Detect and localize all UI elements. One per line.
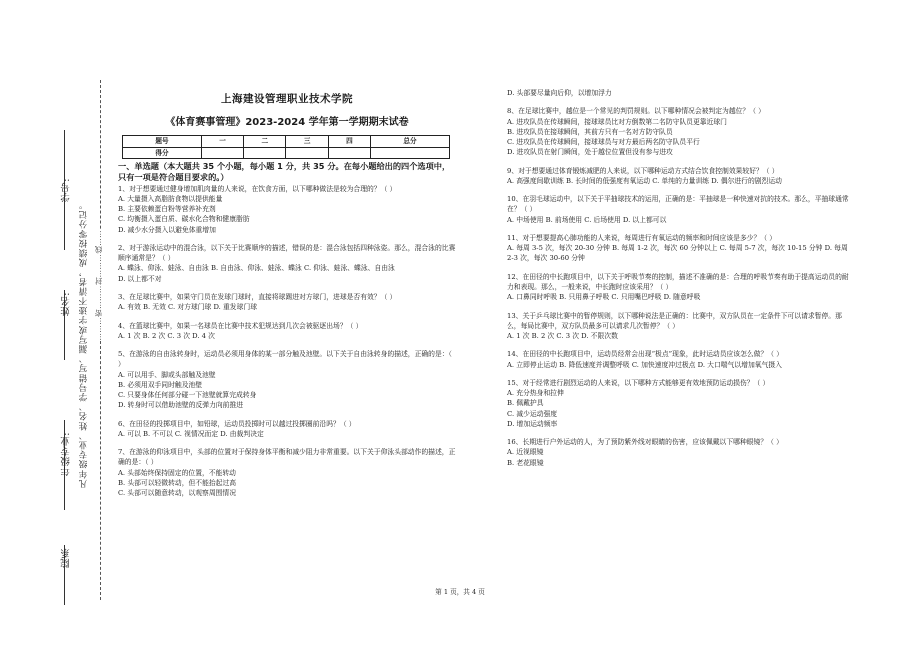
- question-item: [118, 292, 456, 312]
- score-table: [122, 135, 450, 158]
- question-option: D. 进攻队员在射门瞬间，处于越位位置但没有参与进攻: [507, 148, 673, 157]
- question-option: A. 有效 B. 无效 C. 对方球门球 D. 重发球门球: [118, 303, 257, 312]
- question-option: C. 进攻队员在传球瞬间，接球球员与对方最后两名防守队员平行: [507, 138, 700, 146]
- score-header-cell: 题号: [123, 136, 202, 147]
- question-item: [118, 184, 456, 235]
- score-table-header-row: [123, 136, 450, 147]
- score-header-cell: 二: [244, 136, 286, 147]
- question-item: [507, 194, 852, 225]
- question-option: B. 必须用双手同时触及池壁: [118, 380, 203, 389]
- question-option: C. 均衡摄入蛋白质、碳水化合物和健康脂肪: [118, 215, 250, 224]
- question-item: [507, 349, 852, 369]
- question-option: A. 立即停止运动 B. 降低速度并调整呼吸 C. 加快速度冲过极点 D. 大口喘气以增加氧气摄入: [507, 360, 782, 369]
- question-option: C. 头部可以随意转动，以观察周围情况: [118, 489, 237, 498]
- question-item: [118, 243, 456, 284]
- page-footer: 第 1 页，共 4 页: [435, 588, 485, 596]
- question-item: [507, 272, 852, 303]
- right-question-list: [507, 106, 852, 467]
- section-title: 一、单选题（本大题共 35 个小题，每小题 1 分，共 35 分。在每小题给出的四个选项中，只有一项是符合题目要求的。）: [118, 160, 451, 182]
- question-option: A. 近视眼镜: [507, 448, 544, 457]
- question-option: A. 高强度间歇训练 B. 长时间的低强度有氧运动 C. 单纯的力量训练 D. 偶尔进行的剧烈运动: [507, 176, 782, 185]
- question-stem: 12、在田径的中长跑项目中，以下关于呼吸节奏的控制，描述不准确的是：合理的呼吸节奏有助于提高运动员的耐力和表现。那么，一般来说，中长跑时应该采用？（ ）: [507, 272, 849, 291]
- question-option: A. 头部始终保持固定的位置，不能转动: [118, 468, 236, 477]
- notice-text: 凡年级专业、姓名、学号错写、漏写或字迹不清者，成绩按零分记。: [79, 200, 89, 488]
- question-option: B. 主要依赖蛋白粉等营养补充剂: [118, 205, 216, 214]
- question-item: [507, 378, 852, 429]
- question-option: D. 减少水分摄入以避免体重增加: [118, 225, 216, 234]
- question-item: [507, 166, 852, 186]
- question-option: D. 增加运动频率: [507, 419, 558, 428]
- score-header-cell: 四: [328, 136, 370, 147]
- seal-line-text: ………密………封………线……: [94, 230, 103, 341]
- question-item: [118, 349, 456, 410]
- question-stem: 16、长期进行户外运动的人，为了预防紫外线对眼睛的伤害，应该佩戴以下哪种眼镜？（ ）: [507, 438, 783, 447]
- score-header-cell: 三: [286, 136, 328, 147]
- student-id-label: 学号:: [61, 178, 72, 202]
- question-option: B. 佩戴护具: [507, 399, 544, 408]
- question-stem: 6、在田径的投掷项目中，如铅球，运动员投掷时可以越过投掷圈前沿吗？（ ）: [118, 419, 356, 428]
- question-stem: 3、在足球比赛中，如果守门员在发球门球时，直接将球踢进对方球门，进球是否有效？（ ）: [118, 293, 397, 302]
- question-stem: 8、在足球比赛中，越位是一个常见的判罚规则。以下哪种情况会被判定为越位？（ ）: [507, 107, 765, 116]
- question-option: A. 大量摄入高脂肪食物以提供能量: [118, 195, 223, 204]
- question-option: A. 蝶泳、仰泳、蛙泳、自由泳 B. 自由泳、仰泳、蛙泳、蝶泳 C. 仰泳、蛙泳、蝶泳、自由泳: [118, 264, 395, 273]
- question-item: [118, 419, 456, 439]
- question-option: D. 头部要尽量向后仰，以增加浮力: [507, 89, 612, 97]
- question-stem: 11、对于想要提高心肺功能的人来说，每周进行有氧运动的频率和时间应该是多少？（ ）: [507, 233, 777, 242]
- question-stem: 1、对于想要通过健身增加肌肉量的人来说，在饮食方面，以下哪种做法是较为合理的？（ ）: [118, 184, 397, 193]
- score-header-cell: 一: [201, 136, 243, 147]
- left-column: [118, 88, 456, 498]
- question-option: A. 中场使用 B. 前场使用 C. 后场使用 D. 以上都可以: [507, 215, 667, 224]
- question-item: [507, 311, 852, 342]
- question-stem: 13、关于乒乓球比赛中的暂停规则，以下哪种说法是正确的：比赛中，双方队员在一定条件下可以请求暂停。那么，每局比赛中，双方队员最多可以请求几次暂停？（ ）: [507, 311, 842, 330]
- question-stem: 2、对于游泳运动中的混合泳，以下关于比赛顺序的描述，错误的是：混合泳包括四种泳姿。那么，混合泳的比赛顺序通常是？（ ）: [118, 244, 456, 263]
- question-option: B. 进攻队员在接球瞬间，其前方只有一名对方防守队员: [507, 127, 673, 136]
- question-stem: 15、对于经常进行剧烈运动的人来说，以下哪种方式能够更有效地预防运动损伤？（ ）: [507, 378, 770, 387]
- question-item: [507, 437, 852, 468]
- score-cell[interactable]: [328, 147, 370, 158]
- question-option: A. 进攻队员在传球瞬间，接球球员比对方倒数第二名防守队员更靠近球门: [507, 117, 727, 126]
- question-option: D. 以上都不对: [118, 274, 162, 283]
- school-name: 上海建设管理职业技术学院: [221, 93, 353, 105]
- question-option: C. 只要身体任何部分碰一下池壁就算完成转身: [118, 391, 257, 400]
- question-item: [118, 321, 456, 341]
- question-option: A. 每周 3-5 次，每次 20-30 分钟 B. 每周 1-2 次，每次 60 分钟以上 C. 每周 5-7 次，每次 10-15 分钟 D. 每周 2-3 次，每次 30-60 分钟: [507, 244, 848, 263]
- question-item: [507, 106, 852, 157]
- question-option: D. 转身时可以借助池壁的反弹力向前推进: [118, 401, 244, 410]
- question-option: A. 1 次 B. 2 次 C. 3 次 D. 4 次: [118, 331, 215, 340]
- question-stem: 10、在羽毛球运动中，以下关于平抽球技术的运用，正确的是：平抽球是一种快速对抗的技术。那么，平抽球通常在？（ ）: [507, 195, 849, 214]
- exam-title: 《体育赛事管理》2023-2024 学年第一学期期末试卷: [165, 117, 409, 129]
- question-option: C. 减少运动强度: [507, 409, 558, 418]
- score-cell[interactable]: [371, 147, 450, 158]
- question-stem: 14、在田径的中长跑项目中，运动员经常会出现“极点”现象，此时运动员应该怎么做？（ ）: [507, 350, 784, 359]
- score-cell[interactable]: [201, 147, 243, 158]
- right-column: [507, 88, 852, 468]
- question-option: B. 头部可以轻微转动，但不能抬起过高: [118, 478, 237, 487]
- question-stem: 4、在篮球比赛中，如果一名球员在比赛中技术犯规达到几次会被驱逐出场？（ ）: [118, 321, 363, 330]
- question-stem: 9、对于想要通过体育锻炼减肥的人来说，以下哪种运动方式结合饮食控制效果较好？（ ）: [507, 166, 779, 175]
- question-item: [118, 447, 456, 498]
- score-cell[interactable]: [244, 147, 286, 158]
- score-row-label: 得分: [123, 147, 202, 158]
- score-table-row: [123, 147, 450, 158]
- question-option: A. 可以 B. 不可以 C. 视情况而定 D. 由裁判决定: [118, 429, 264, 438]
- score-cell[interactable]: [286, 147, 328, 158]
- question-option: A. 口鼻同时呼吸 B. 只用鼻子呼吸 C. 只用嘴巴呼吸 D. 随意呼吸: [507, 293, 701, 302]
- question-item: [507, 233, 852, 264]
- name-label: 姓名:: [61, 292, 72, 316]
- question-option: A. 1 次 B. 2 次 C. 3 次 D. 不限次数: [507, 331, 618, 340]
- question-stem: 7、在游泳的仰泳项目中，头部的位置对于保持身体平衡和减少阻力非常重要。以下关于仰泳头部动作的描述，正确的是：（ ）: [118, 448, 456, 467]
- question-stem: 5、在游泳的自由泳转身时，运动员必须用身体的某一部分触及池壁。以下关于自由泳转身的描述，正确的是：（ ）: [118, 350, 452, 369]
- dept-label: 院系: [61, 548, 72, 568]
- binding-margin: [0, 0, 110, 651]
- year-major-label: 年级专业:: [61, 432, 72, 476]
- left-question-list: [118, 184, 456, 498]
- score-header-cell: 总分: [371, 136, 450, 147]
- question-option: B. 老花眼镜: [507, 458, 544, 467]
- question-option: A. 可以用手、脚或头部触及池壁: [118, 370, 216, 379]
- question-option: A. 充分热身和拉伸: [507, 389, 564, 398]
